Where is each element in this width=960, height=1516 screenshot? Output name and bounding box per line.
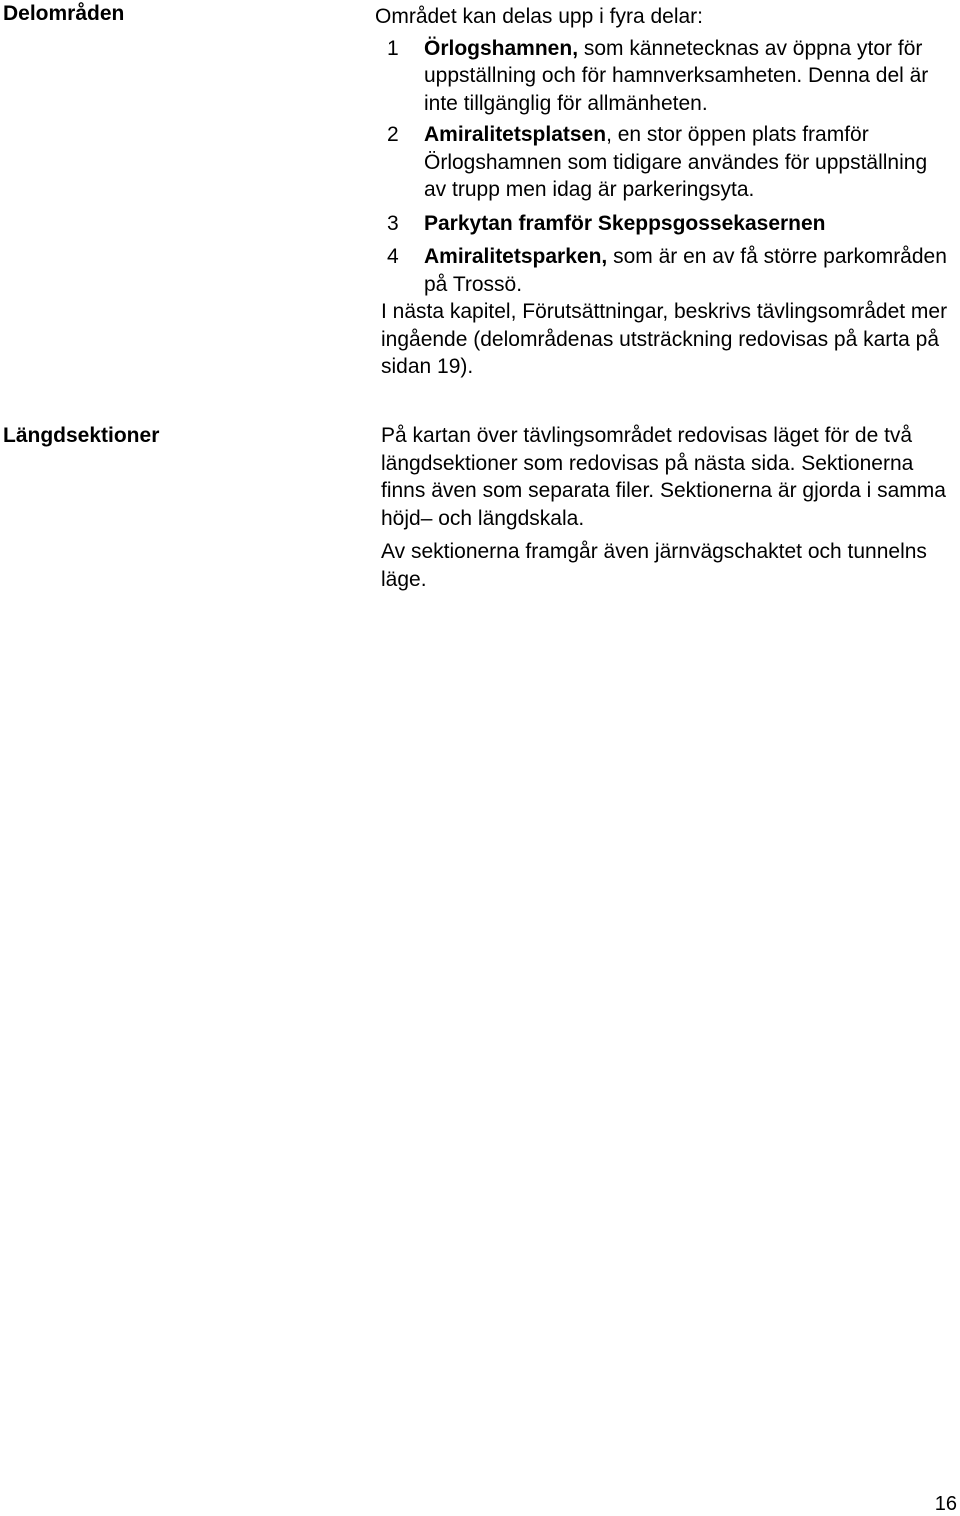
list-item [387,243,955,298]
paragraph: På kartan över tävlingsområdet redovisas läget för de två längdsektioner som redovisas på nästa sida. Sektionerna finns även som separata filer. Sektionerna är gjorda i samma höjd– och längdskala. [381,424,946,530]
list-item [387,121,955,204]
item-number: 4 [387,245,399,268]
list-item [387,35,955,118]
section-heading-delomraden: Delområden [3,2,125,25]
item-number: 1 [387,36,399,60]
area-list [387,35,955,299]
paragraph: Av sektionerna framgår även järnvägschaktet och tunnelns läge. [381,540,927,591]
item-name: Örlogshamnen, [424,36,579,60]
section-body-langdsektioner [381,422,960,593]
item-number: 3 [387,211,399,235]
item-name: Amiralitetsparken, [424,245,608,268]
item-name: Amiralitetsplatsen [424,123,607,146]
section-heading-langdsektioner: Längdsektioner [3,424,160,447]
page-number: 16 [934,1493,957,1515]
intro-text: Området kan delas upp i fyra delar: [375,5,704,28]
item-text: som kännetecknas av öppna ytor för uppställning och för hamnverksamheten. Denna del är inte tillgänglig för allmänheten. [424,36,929,115]
item-name: Parkytan framför Skeppsgossekasernen [424,211,826,235]
item-text: , en stor öppen plats framför Örlogshamnen som tidigare användes för uppställning av trupp men idag är parkeringsyta. [424,123,928,201]
item-text: som är en av få större parkområden på Trossö. [424,245,947,296]
chapter-reference-text: I nästa kapitel, Förutsättningar, beskrivs tävlingsområdet mer ingående (delområdenas utsträckning redovisas på karta på sidan 19). [381,300,948,378]
item-number: 2 [387,123,399,146]
list-item [387,210,955,238]
section-body-delomraden [375,3,955,381]
